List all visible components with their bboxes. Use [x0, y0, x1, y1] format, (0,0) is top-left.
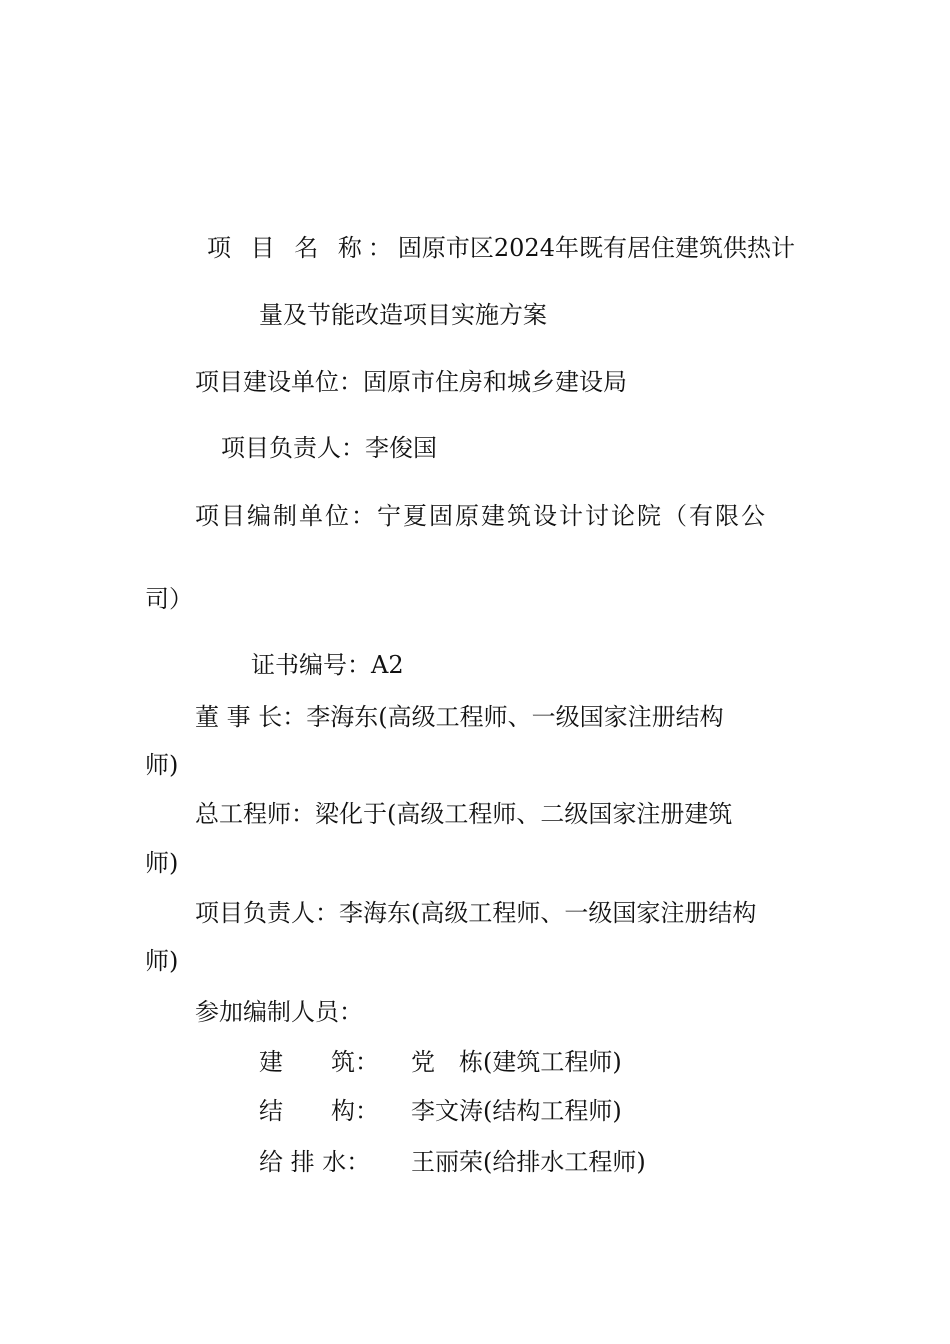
participant-person: 党 栋(建筑工程师) — [411, 1048, 622, 1076]
compiling-unit-label: 项目编制单位： — [195, 502, 377, 530]
project-head-label: 项目负责人： — [195, 899, 339, 927]
project-head-row-cont — [145, 946, 178, 976]
construction-unit-row — [195, 367, 627, 397]
certificate-label: 证书编号： — [251, 651, 371, 679]
construction-unit-value: 固原市住房和城乡建设局 — [363, 368, 627, 396]
chairman-row — [195, 702, 724, 732]
chairman-label: 董 事 长： — [195, 703, 307, 731]
chief-engineer-row-cont — [145, 848, 178, 878]
chief-engineer-row — [195, 799, 732, 829]
chairman-value-cont: 师) — [145, 751, 179, 779]
project-leader-value: 李俊国 — [365, 434, 437, 462]
chief-engineer-label: 总工程师： — [195, 800, 315, 828]
construction-unit-label: 项目建设单位： — [195, 368, 363, 396]
project-head-row — [195, 898, 756, 928]
participant-role: 建 筑： — [259, 1048, 379, 1076]
compiling-unit-value-cont: 司） — [145, 585, 193, 613]
chairman-row-cont — [145, 750, 178, 780]
participants-heading — [195, 997, 363, 1027]
participant-row — [259, 1096, 622, 1126]
certificate-row — [251, 650, 404, 680]
project-name-label: 项 目 名 称： — [207, 234, 398, 262]
participant-person: 王丽荣(给排水工程师) — [411, 1148, 646, 1176]
chief-engineer-value-cont: 师) — [145, 849, 179, 877]
participant-row — [259, 1147, 646, 1177]
project-head-value-cont: 师) — [145, 947, 179, 975]
certificate-value: A2 — [371, 651, 404, 679]
compiling-unit-value: 宁夏固原建筑设计讨论院（有限公 — [377, 502, 767, 530]
participant-role: 给 排 水： — [259, 1148, 371, 1176]
project-name-value-cont: 量及节能改造项目实施方案 — [259, 301, 547, 329]
compiling-unit-row — [195, 501, 767, 531]
chief-engineer-value: 梁化于(高级工程师、二级国家注册建筑 — [315, 800, 733, 828]
participant-person: 李文涛(结构工程师) — [411, 1097, 622, 1125]
compiling-unit-row-cont — [145, 584, 193, 614]
project-name-value: 固原市区2024年既有居住建筑供热计 — [397, 234, 795, 262]
project-leader-row — [221, 433, 437, 463]
participants-heading-text: 参加编制人员： — [195, 998, 363, 1026]
project-leader-label: 项目负责人： — [221, 434, 365, 462]
project-name-line1 — [207, 233, 795, 263]
project-name-line2 — [259, 300, 547, 330]
participant-row — [259, 1047, 622, 1077]
project-head-value: 李海东(高级工程师、一级国家注册结构 — [339, 899, 757, 927]
participant-role: 结 构： — [259, 1097, 379, 1125]
chairman-value: 李海东(高级工程师、一级国家注册结构 — [306, 703, 724, 731]
